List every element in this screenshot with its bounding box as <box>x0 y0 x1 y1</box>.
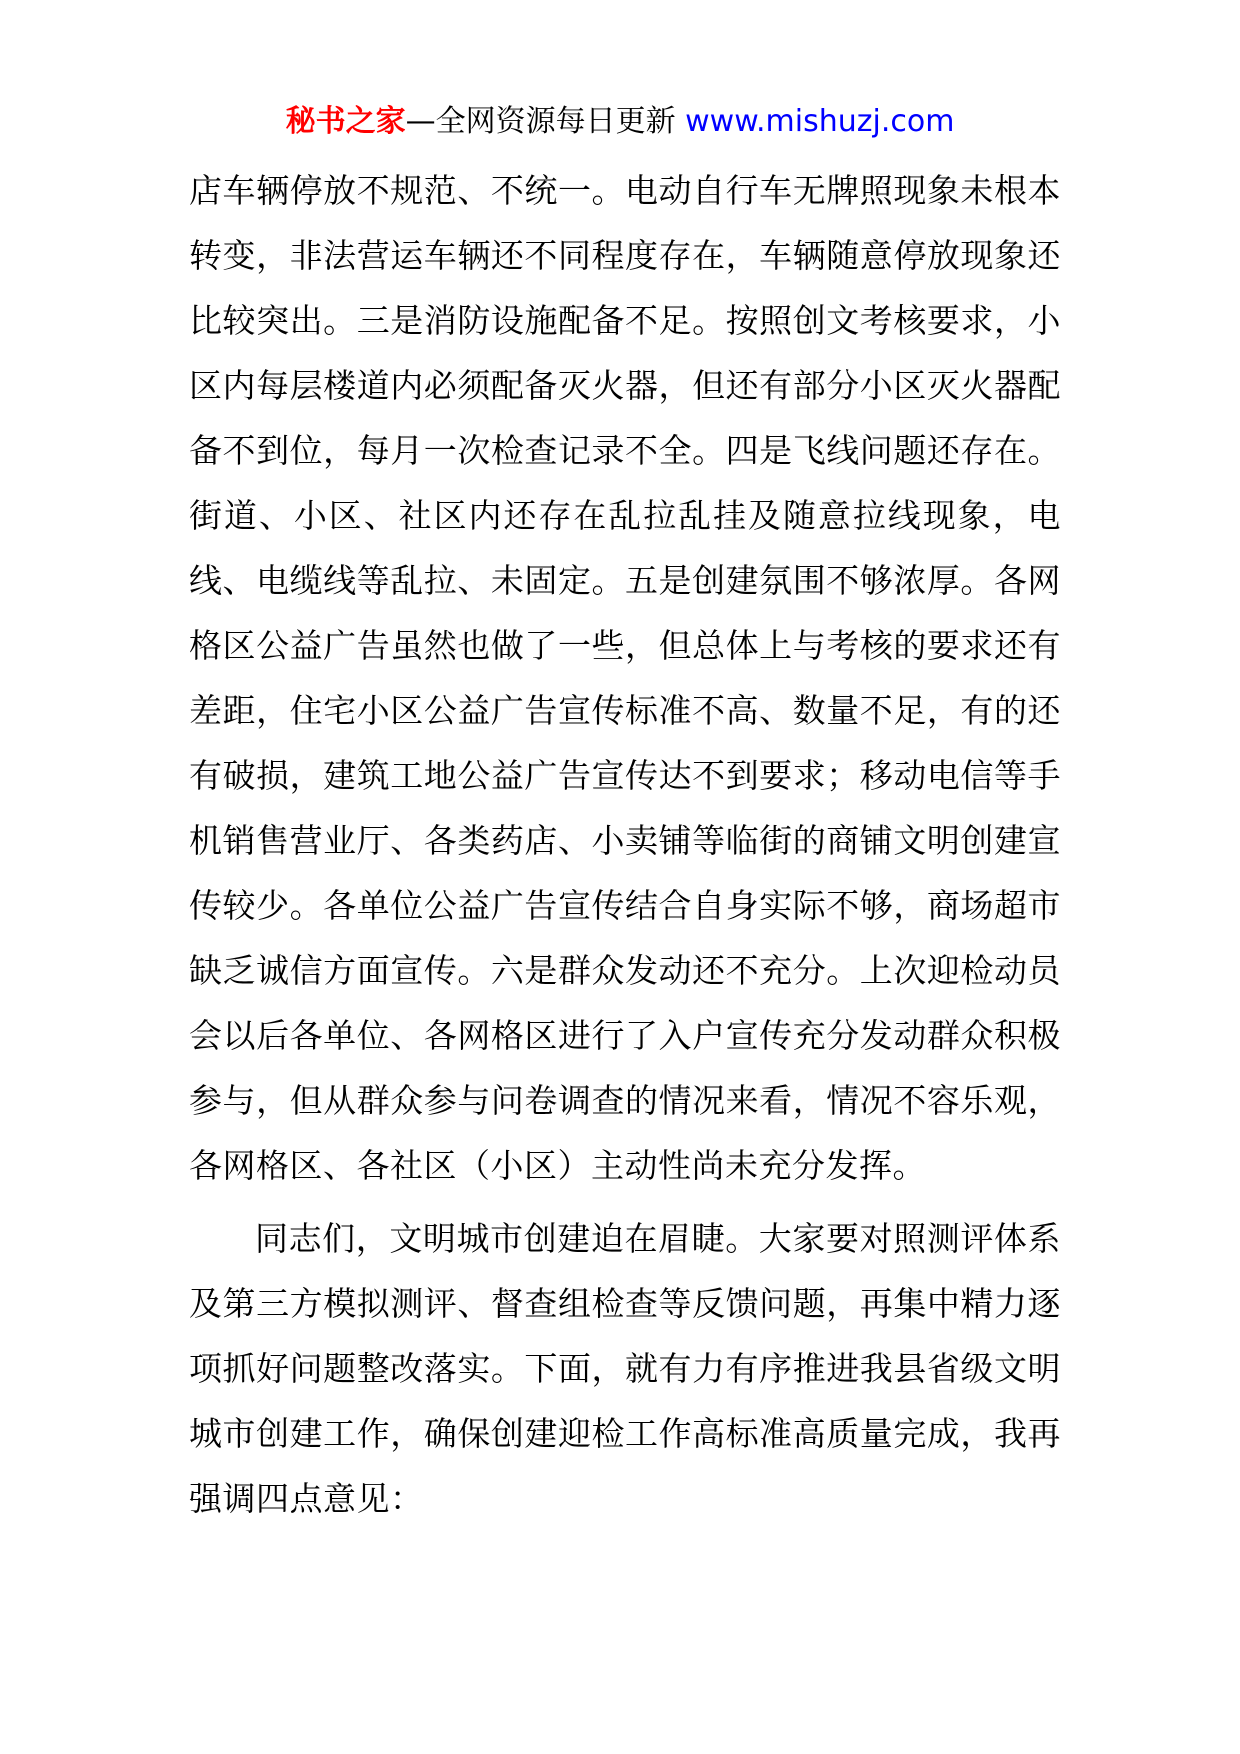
paragraph-continued: 店车辆停放不规范、不统一。电动自行车无牌照现象未根本转变，非法营运车辆还不同程度存在，车辆随意停放现象还比较突出。三是消防设施配备不足。按照创文考核要求，小区内每层楼道内必须配备灭火器，但还有部分小区灭火器配备不到位，每月一次检查记录不全。四是飞线问题还存在。街道、小区、社区内还存在乱拉乱挂及随意拉线现象，电线、电缆线等乱拉、未固定。五是创建氛围不够浓厚。各网格区公益广告虽然也做了一些，但总体上与考核的要求还有差距，住宅小区公益广告宣传标准不高、数量不足，有的还有破损，建筑工地公益广告宣传达不到要求；移动电信等手机销售营业厅、各类药店、小卖铺等临街的商铺文明创建宣传较少。各单位公益广告宣传结合自身实际不够，商场超市缺乏诚信方面宣传。六是群众发动还不充分。上次迎检动员会以后各单位、各网格区进行了入户宣传充分发动群众积极参与，但从群众参与问卷调查的情况来看，情况不容乐观，各网格区、各社区（小区）主动性尚未充分发挥。 <box>189 171 1061 1185</box>
header-tagline: —全网资源每日更新 <box>405 104 686 139</box>
document-body <box>189 158 1061 1531</box>
header-url-link[interactable]: www.mishuzj.com <box>685 104 955 139</box>
header-brand: 秘书之家 <box>285 104 406 139</box>
page-header <box>0 100 1240 144</box>
paragraph-comrades: 同志们，文明城市创建迫在眉睫。大家要对照测评体系及第三方模拟测评、督查组检查等反馈问题，再集中精力逐项抓好问题整改落实。下面，就有力有序推进我县省级文明城市创建工作，确保创建迎检工作高标准高质量完成，我再强调四点意见： <box>189 1219 1061 1518</box>
